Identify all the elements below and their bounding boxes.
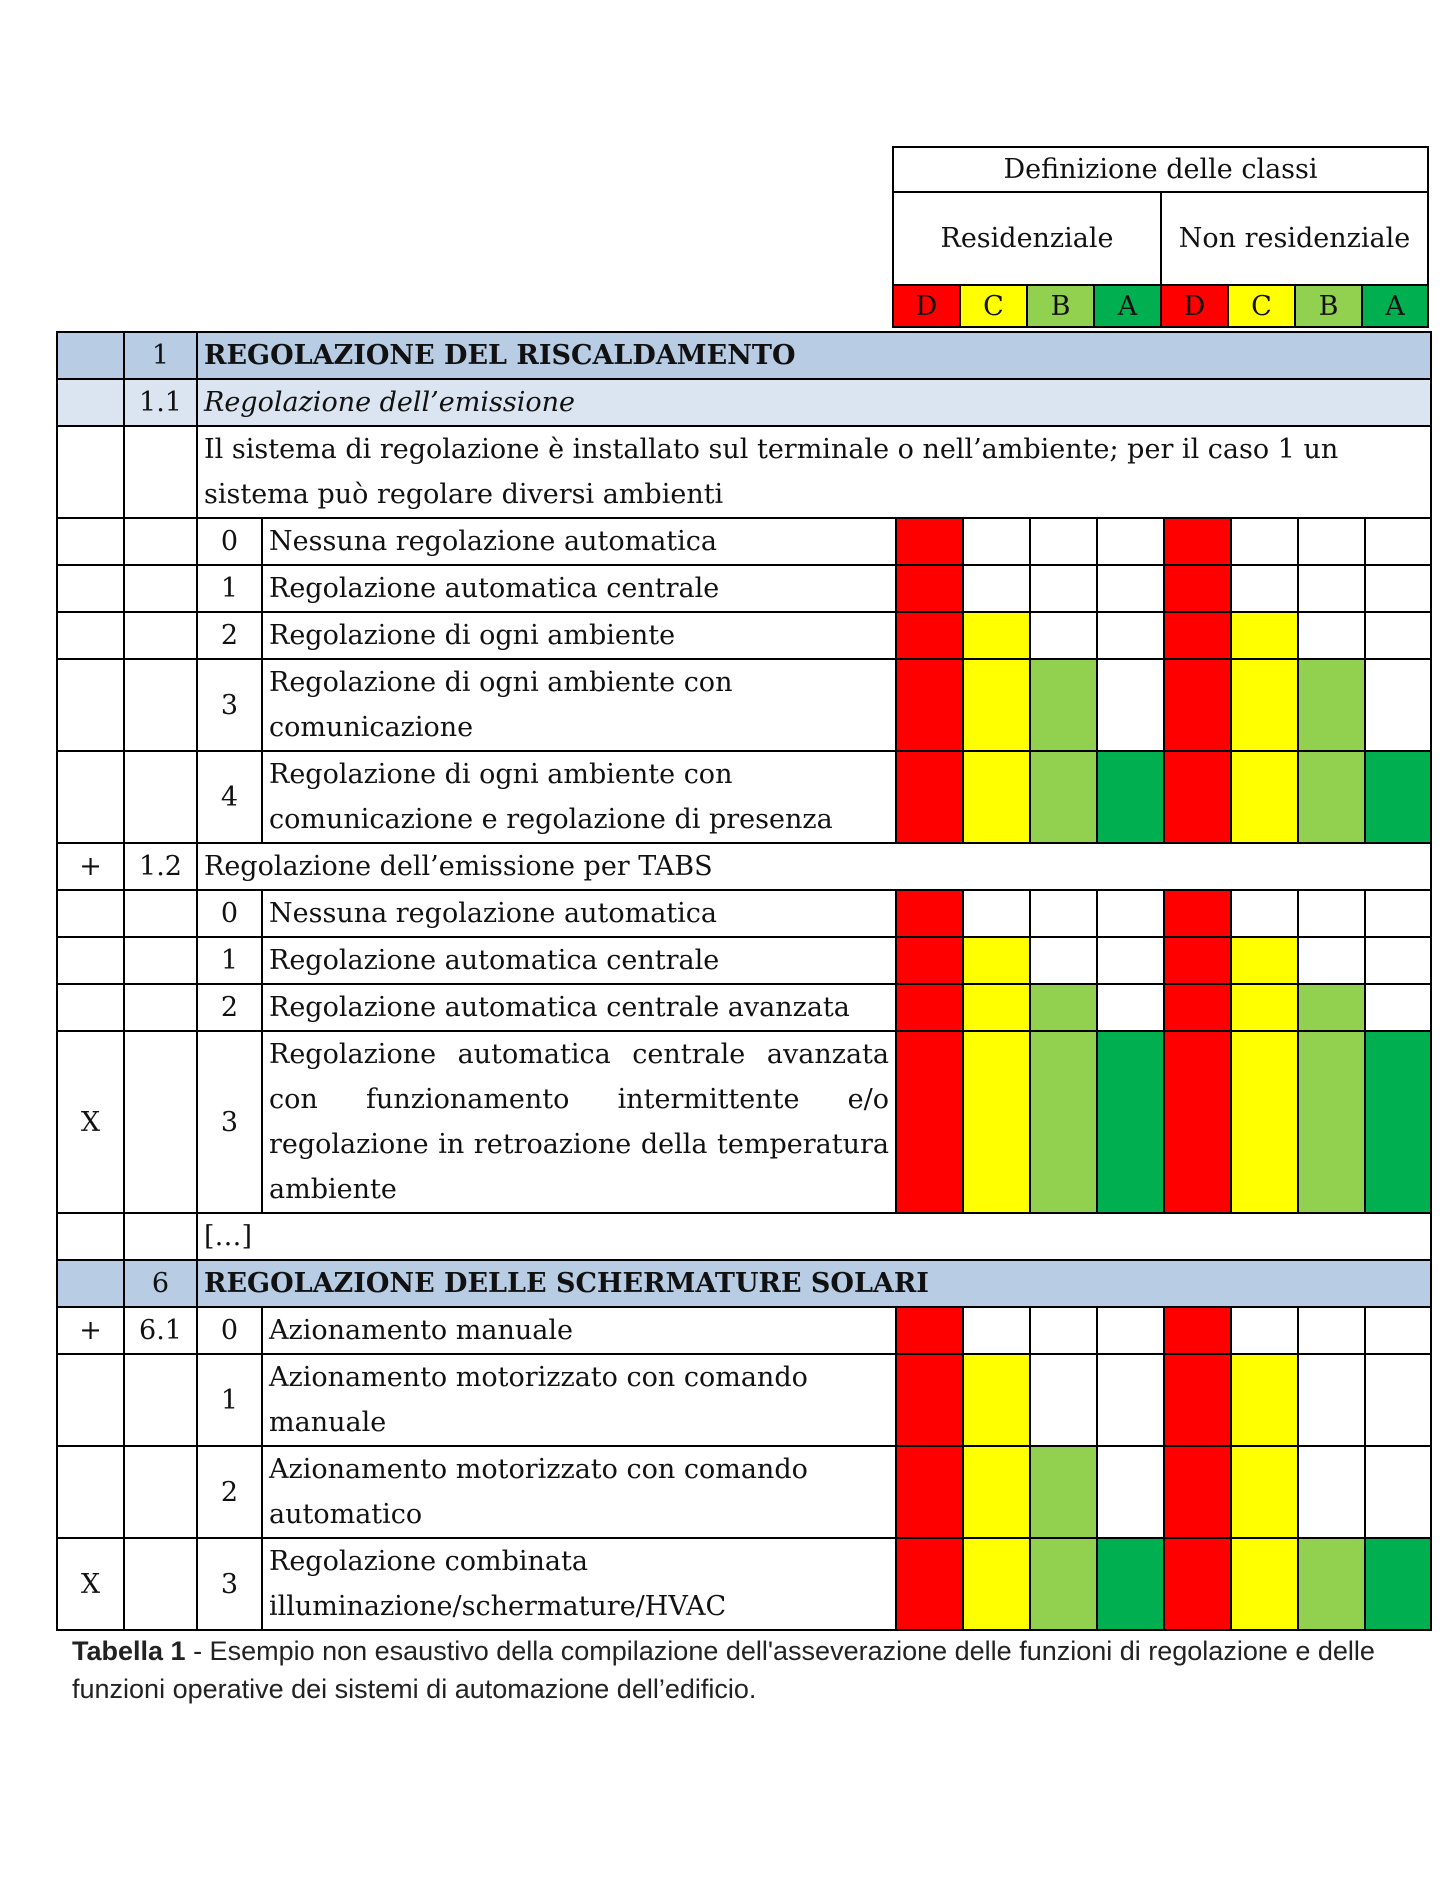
class-cell-res-b-filled (1030, 751, 1097, 843)
item-description: Regolazione automatica centrale avanzata (262, 984, 896, 1031)
class-cell-res-b-filled (1030, 1538, 1097, 1630)
table-row (57, 1031, 1431, 1213)
row-mark (57, 984, 124, 1031)
class-cell-res-d-filled (896, 1307, 963, 1354)
class-letter-c: C (960, 285, 1027, 327)
class-cell-res-c-filled (963, 984, 1030, 1031)
class-cell-nonres-b-empty (1298, 937, 1365, 984)
item-description: Azionamento manuale (262, 1307, 896, 1354)
table-row (57, 565, 1431, 612)
row-code: 6 (124, 1260, 197, 1307)
item-number: 2 (197, 984, 262, 1031)
class-cell-res-a-empty (1097, 937, 1164, 984)
class-cell-nonres-c-filled (1231, 984, 1298, 1031)
class-cell-nonres-d-filled (1164, 937, 1231, 984)
class-cell-res-c-empty (963, 565, 1030, 612)
class-cell-res-c-filled (963, 937, 1030, 984)
class-cell-nonres-a-empty (1365, 937, 1431, 984)
item-description: Regolazione automatica centrale avanzata con funzionamento intermittente e/o regolazione in retroazione della temperatura ambiente (262, 1031, 896, 1213)
class-cell-nonres-d-filled (1164, 612, 1231, 659)
row-code (124, 1213, 197, 1260)
row-mark (57, 659, 124, 751)
class-cell-res-c-filled (963, 1031, 1030, 1213)
class-letter-a: A (1362, 285, 1428, 327)
table-row (57, 843, 1431, 890)
class-letter-b: B (1027, 285, 1094, 327)
group-non-residential: Non residenziale (1161, 192, 1428, 285)
item-number: 0 (197, 890, 262, 937)
class-cell-nonres-a-empty (1365, 659, 1431, 751)
automation-functions-table (56, 331, 1432, 1631)
class-cell-nonres-b-filled (1298, 751, 1365, 843)
row-code (124, 565, 197, 612)
class-cell-nonres-c-filled (1231, 1538, 1298, 1630)
table-row (57, 751, 1431, 843)
class-cell-nonres-c-empty (1231, 1307, 1298, 1354)
class-cell-res-d-filled (896, 1538, 963, 1630)
class-definition-title: Definizione delle classi (893, 147, 1428, 192)
class-cell-res-d-filled (896, 751, 963, 843)
class-cell-nonres-a-filled (1365, 751, 1431, 843)
class-cell-nonres-d-filled (1164, 1538, 1231, 1630)
class-cell-res-a-filled (1097, 1031, 1164, 1213)
class-cell-nonres-b-filled (1298, 1031, 1365, 1213)
class-cell-res-b-filled (1030, 1446, 1097, 1538)
class-cell-res-c-filled (963, 659, 1030, 751)
class-cell-res-a-empty (1097, 518, 1164, 565)
class-cell-res-a-filled (1097, 1538, 1164, 1630)
item-number: 4 (197, 751, 262, 843)
row-code (124, 426, 197, 518)
row-mark: + (57, 1307, 124, 1354)
row-mark (57, 1354, 124, 1446)
row-mark (57, 890, 124, 937)
class-cell-res-b-empty (1030, 1354, 1097, 1446)
table-row (57, 379, 1431, 426)
row-code (124, 612, 197, 659)
class-cell-nonres-d-filled (1164, 1446, 1231, 1538)
class-cell-nonres-d-filled (1164, 518, 1231, 565)
class-cell-nonres-d-filled (1164, 751, 1231, 843)
class-cell-nonres-a-empty (1365, 1354, 1431, 1446)
item-description: Regolazione combinata illuminazione/schermature/HVAC (262, 1538, 896, 1630)
class-cell-res-c-empty (963, 890, 1030, 937)
row-code (124, 659, 197, 751)
item-number: 2 (197, 612, 262, 659)
row-mark (57, 1213, 124, 1260)
row-mark: X (57, 1031, 124, 1213)
class-cell-nonres-d-filled (1164, 1031, 1231, 1213)
item-number: 0 (197, 1307, 262, 1354)
class-cell-nonres-c-empty (1231, 518, 1298, 565)
item-description: Azionamento motorizzato con comando automatico (262, 1446, 896, 1538)
class-cell-res-d-filled (896, 659, 963, 751)
class-letter-d: D (893, 285, 960, 327)
class-cell-nonres-c-filled (1231, 1354, 1298, 1446)
class-cell-nonres-d-filled (1164, 890, 1231, 937)
class-cell-nonres-a-empty (1365, 565, 1431, 612)
item-description: Regolazione di ogni ambiente con comunicazione e regolazione di presenza (262, 751, 896, 843)
class-cell-nonres-d-filled (1164, 984, 1231, 1031)
row-mark (57, 1260, 124, 1307)
row-code (124, 937, 197, 984)
class-cell-nonres-d-filled (1164, 1354, 1231, 1446)
class-cell-res-c-filled (963, 1538, 1030, 1630)
class-cell-res-b-empty (1030, 565, 1097, 612)
class-cell-nonres-c-filled (1231, 659, 1298, 751)
class-cell-res-c-filled (963, 1446, 1030, 1538)
class-letter-d: D (1161, 285, 1228, 327)
item-number: 1 (197, 565, 262, 612)
row-mark (57, 379, 124, 426)
row-mark: X (57, 1538, 124, 1630)
class-cell-res-d-filled (896, 612, 963, 659)
table-row (57, 984, 1431, 1031)
class-cell-res-b-filled (1030, 1031, 1097, 1213)
class-letter-a: A (1094, 285, 1161, 327)
class-cell-res-b-empty (1030, 937, 1097, 984)
item-description: Nessuna regolazione automatica (262, 890, 896, 937)
table-caption (72, 1632, 1422, 1708)
caption-text: - Esempio non esaustivo della compilazione dell'asseverazione delle funzioni di regolazione e delle funzioni operative dei sistemi di automazione dell’edificio. (72, 1636, 1375, 1704)
table-row (57, 426, 1431, 518)
row-code: 1.2 (124, 843, 197, 890)
item-number: 3 (197, 1031, 262, 1213)
class-cell-nonres-a-empty (1365, 890, 1431, 937)
class-cell-res-a-empty (1097, 659, 1164, 751)
row-mark (57, 565, 124, 612)
table-row (57, 332, 1431, 379)
row-title: REGOLAZIONE DEL RISCALDAMENTO (197, 332, 1431, 379)
table-row (57, 659, 1431, 751)
row-code: 6.1 (124, 1307, 197, 1354)
class-cell-nonres-c-filled (1231, 751, 1298, 843)
row-code (124, 1354, 197, 1446)
table-row (57, 612, 1431, 659)
class-cell-res-d-filled (896, 565, 963, 612)
row-mark: + (57, 843, 124, 890)
table-row (57, 1354, 1431, 1446)
class-cell-res-d-filled (896, 937, 963, 984)
item-description: Regolazione di ogni ambiente (262, 612, 896, 659)
class-cell-res-d-filled (896, 1446, 963, 1538)
class-cell-nonres-b-filled (1298, 1538, 1365, 1630)
item-number: 1 (197, 937, 262, 984)
class-cell-res-a-empty (1097, 890, 1164, 937)
row-text: […] (197, 1213, 1431, 1260)
table-row (57, 937, 1431, 984)
class-cell-res-a-empty (1097, 1354, 1164, 1446)
row-title: Regolazione dell’emissione (197, 379, 1431, 426)
table-row (57, 1307, 1431, 1354)
class-cell-res-a-empty (1097, 612, 1164, 659)
row-text: Regolazione dell’emissione per TABS (197, 843, 1431, 890)
row-mark (57, 518, 124, 565)
class-cell-nonres-a-empty (1365, 984, 1431, 1031)
table-row (57, 1446, 1431, 1538)
class-definition-header (892, 146, 1429, 328)
table-row (57, 1260, 1431, 1307)
item-description: Regolazione di ogni ambiente con comunicazione (262, 659, 896, 751)
class-cell-res-d-filled (896, 984, 963, 1031)
class-cell-res-b-filled (1030, 984, 1097, 1031)
row-code (124, 1446, 197, 1538)
class-letter-c: C (1228, 285, 1295, 327)
class-cell-nonres-b-empty (1298, 890, 1365, 937)
row-mark (57, 426, 124, 518)
class-cell-res-b-filled (1030, 659, 1097, 751)
class-cell-nonres-c-empty (1231, 890, 1298, 937)
row-code: 1.1 (124, 379, 197, 426)
class-cell-nonres-c-empty (1231, 565, 1298, 612)
class-cell-nonres-b-empty (1298, 1307, 1365, 1354)
item-description: Regolazione automatica centrale (262, 937, 896, 984)
caption-label: Tabella 1 (72, 1636, 186, 1666)
class-cell-res-b-empty (1030, 1307, 1097, 1354)
class-cell-nonres-b-empty (1298, 518, 1365, 565)
class-cell-nonres-b-empty (1298, 1354, 1365, 1446)
row-code (124, 518, 197, 565)
item-number: 2 (197, 1446, 262, 1538)
group-residential: Residenziale (893, 192, 1161, 285)
row-title: REGOLAZIONE DELLE SCHERMATURE SOLARI (197, 1260, 1431, 1307)
table-row (57, 518, 1431, 565)
class-cell-res-c-empty (963, 1307, 1030, 1354)
row-mark (57, 751, 124, 843)
row-code (124, 890, 197, 937)
class-cell-nonres-b-filled (1298, 659, 1365, 751)
table-row (57, 1538, 1431, 1630)
item-number: 3 (197, 1538, 262, 1630)
class-cell-res-c-filled (963, 751, 1030, 843)
class-cell-nonres-d-filled (1164, 659, 1231, 751)
class-cell-res-c-filled (963, 1354, 1030, 1446)
class-cell-nonres-a-empty (1365, 612, 1431, 659)
class-cell-nonres-a-empty (1365, 1446, 1431, 1538)
class-cell-nonres-d-filled (1164, 565, 1231, 612)
row-text: Il sistema di regolazione è installato sul terminale o nell’ambiente; per il caso 1 un sistema può regolare diversi ambienti (197, 426, 1431, 518)
class-cell-nonres-b-filled (1298, 984, 1365, 1031)
row-code: 1 (124, 332, 197, 379)
table-row (57, 890, 1431, 937)
class-cell-nonres-c-filled (1231, 937, 1298, 984)
class-cell-res-d-filled (896, 518, 963, 565)
class-cell-res-a-empty (1097, 984, 1164, 1031)
class-cell-nonres-a-filled (1365, 1538, 1431, 1630)
class-cell-res-b-empty (1030, 890, 1097, 937)
item-description: Regolazione automatica centrale (262, 565, 896, 612)
class-cell-res-a-empty (1097, 1446, 1164, 1538)
row-code (124, 1031, 197, 1213)
class-cell-res-b-empty (1030, 612, 1097, 659)
item-number: 3 (197, 659, 262, 751)
class-cell-nonres-a-empty (1365, 518, 1431, 565)
class-cell-nonres-d-filled (1164, 1307, 1231, 1354)
row-mark (57, 612, 124, 659)
row-code (124, 984, 197, 1031)
item-number: 1 (197, 1354, 262, 1446)
item-description: Azionamento motorizzato con comando manuale (262, 1354, 896, 1446)
class-cell-res-d-filled (896, 890, 963, 937)
row-mark (57, 332, 124, 379)
class-cell-nonres-b-empty (1298, 565, 1365, 612)
item-number: 0 (197, 518, 262, 565)
class-cell-res-b-empty (1030, 518, 1097, 565)
class-cell-res-a-empty (1097, 565, 1164, 612)
class-cell-res-d-filled (896, 1031, 963, 1213)
class-cell-nonres-b-empty (1298, 1446, 1365, 1538)
row-mark (57, 1446, 124, 1538)
class-cell-res-c-empty (963, 518, 1030, 565)
class-cell-nonres-a-empty (1365, 1307, 1431, 1354)
row-code (124, 751, 197, 843)
row-mark (57, 937, 124, 984)
class-cell-res-a-filled (1097, 751, 1164, 843)
class-cell-res-a-empty (1097, 1307, 1164, 1354)
class-letter-b: B (1295, 285, 1362, 327)
class-cell-res-c-filled (963, 612, 1030, 659)
class-cell-nonres-c-filled (1231, 1446, 1298, 1538)
class-cell-nonres-c-filled (1231, 612, 1298, 659)
class-cell-nonres-b-empty (1298, 612, 1365, 659)
row-code (124, 1538, 197, 1630)
class-cell-nonres-c-filled (1231, 1031, 1298, 1213)
class-cell-nonres-a-filled (1365, 1031, 1431, 1213)
table-row (57, 1213, 1431, 1260)
item-description: Nessuna regolazione automatica (262, 518, 896, 565)
class-cell-res-d-filled (896, 1354, 963, 1446)
